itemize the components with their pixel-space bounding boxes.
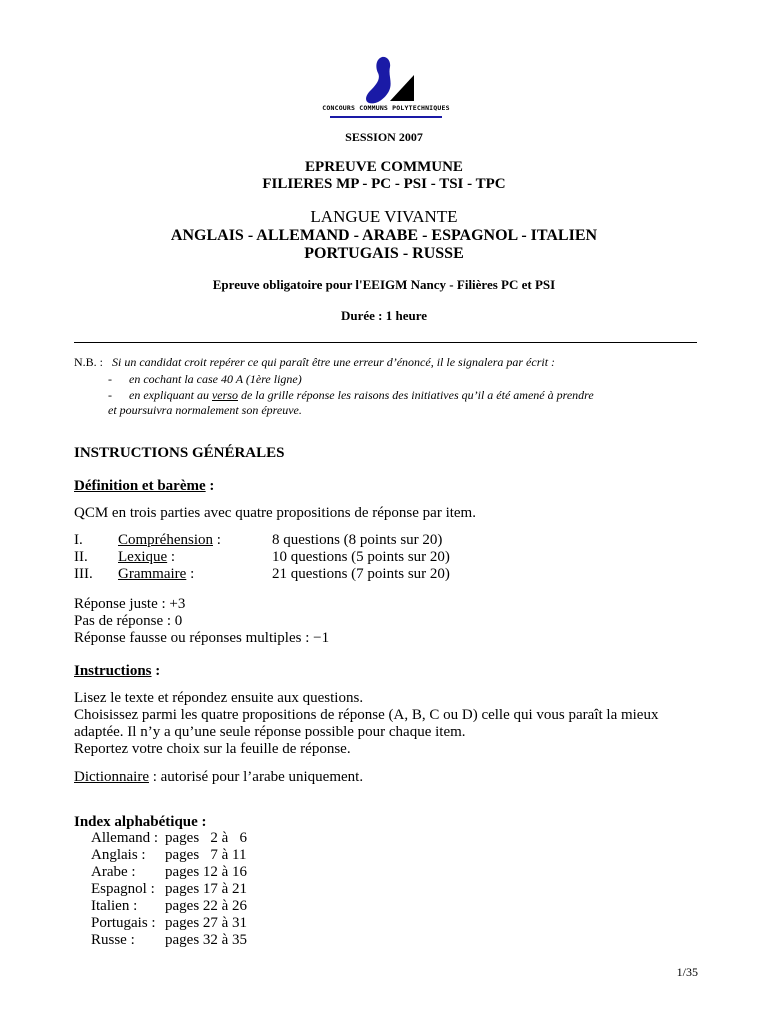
part-row (74, 566, 450, 583)
instructions-heading: INSTRUCTIONS GÉNÉRALES (74, 445, 285, 461)
part-detail: 21 questions (7 points sur 20) (272, 566, 450, 582)
logo-underline (330, 116, 442, 118)
index-pages: pages 7 à 11 (165, 847, 247, 863)
part-name-cell (118, 549, 272, 566)
nb-item-2-post: de la grille réponse les raisons des initiatives qu’il a été amené à prendre (237, 388, 594, 402)
instruction-line: Choisissez parmi les quatre propositions de réponse (A, B, C ou D) celle qui vous paraît la mieux (74, 707, 659, 723)
logo-black-triangle (390, 75, 414, 101)
part-name: Lexique (118, 549, 168, 565)
part-name: Compréhension (118, 532, 213, 548)
qcm-description: QCM en trois parties avec quatre propositions de réponse par item. (74, 505, 476, 521)
nb-item-2-continuation: et poursuivra normalement son épreuve. (108, 403, 302, 417)
nb-dash-2: - (108, 388, 112, 402)
index-language: Italien : (91, 898, 138, 914)
instruction-line: Reportez votre choix sur la feuille de réponse. (74, 741, 351, 757)
index-entry (91, 932, 247, 949)
index-language: Allemand : (91, 830, 159, 846)
index-pages: pages 17 à 21 (165, 881, 248, 897)
index-list (91, 830, 247, 949)
obligatoire-line: Epreuve obligatoire pour l'EEIGM Nancy - Filières PC et PSI (212, 277, 556, 292)
langue-title: LANGUE VIVANTE (310, 207, 458, 226)
part-name-cell (118, 566, 272, 583)
nb-item-1-text: en cochant la case 40 A (1ère ligne) (129, 372, 302, 386)
nb-dash-1: - (108, 372, 112, 386)
part-detail: 10 questions (5 points sur 20) (272, 549, 450, 565)
separator-line (74, 342, 697, 343)
definition-title: Définition et barème (74, 478, 206, 494)
filieres-title: FILIERES MP - PC - PSI - TSI - TPC (262, 176, 506, 192)
index-entry (91, 864, 247, 881)
index-language: Russe : (91, 932, 135, 948)
index-language: Arabe : (91, 864, 136, 880)
dictionnaire-title: Dictionnaire (74, 769, 149, 785)
dictionnaire-text: : autorisé pour l’arabe uniquement. (148, 769, 364, 785)
part-number: I. (74, 532, 83, 548)
nb-line (74, 355, 555, 370)
index-pages: pages 2 à 6 (165, 830, 248, 846)
index-entry (91, 898, 247, 915)
logo-blue-shape (366, 57, 391, 104)
instructions-subheading (74, 663, 160, 680)
index-pages: pages 32 à 35 (165, 932, 248, 948)
langues-line-2: PORTUGAIS - RUSSE (304, 245, 464, 262)
index-entry (91, 881, 247, 898)
instructions-colon: : (151, 663, 161, 679)
part-number: II. (74, 549, 88, 565)
logo-caption: CONCOURS COMMUNS POLYTECHNIQUES (322, 104, 450, 112)
part-separator: : (167, 549, 176, 565)
nb-item-1 (108, 372, 302, 387)
scoring-line: Réponse fausse ou réponses multiples : −1 (74, 630, 330, 646)
index-entry (91, 915, 247, 932)
dictionnaire-line (74, 769, 363, 786)
langues-line-1: ANGLAIS - ALLEMAND - ARABE - ESPAGNOL - ITALIEN (170, 227, 598, 244)
part-row (74, 532, 450, 549)
duree-line: Durée : 1 heure (340, 308, 428, 323)
nb-text: Si un candidat croit repérer ce qui paraît être une erreur d’énoncé, il le signalera par écrit : (112, 355, 556, 369)
instruction-line: Lisez le texte et répondez ensuite aux questions. (74, 690, 364, 706)
scoring-line: Pas de réponse : 0 (74, 613, 183, 629)
session-label: SESSION 2007 (345, 130, 423, 144)
nb-item-2 (108, 388, 594, 403)
part-detail: 8 questions (8 points sur 20) (272, 532, 443, 548)
index-language: Portugais : (91, 915, 156, 931)
instructions-text (74, 690, 658, 758)
index-entry (91, 847, 247, 864)
nb-item-2-text (129, 388, 594, 402)
scoring-line: Réponse juste : +3 (74, 596, 186, 612)
part-row (74, 549, 450, 566)
index-language: Espagnol : (91, 881, 155, 897)
definition-heading (74, 478, 214, 495)
index-title: Index alphabétique : (74, 814, 207, 830)
part-separator: : (213, 532, 221, 548)
part-separator: : (186, 566, 195, 582)
instruction-line: adaptée. Il n’y a qu’une seule réponse possible pour chaque item. (74, 724, 466, 740)
index-pages: pages 27 à 31 (165, 915, 248, 931)
page-number: 1/35 (676, 965, 698, 979)
part-name-cell (118, 532, 272, 549)
index-entry (91, 830, 247, 847)
index-pages: pages 22 à 26 (165, 898, 248, 914)
definition-colon: : (205, 478, 215, 494)
part-name: Grammaire (118, 566, 187, 582)
index-pages: pages 12 à 16 (165, 864, 248, 880)
nb-prefix: N.B. : (74, 355, 104, 369)
parts-list (74, 532, 450, 583)
epreuve-title: EPREUVE COMMUNE (305, 159, 463, 175)
scoring-list (74, 596, 329, 647)
part-number: III. (74, 566, 93, 582)
instructions-subtitle: Instructions (74, 663, 152, 679)
index-language: Anglais : (91, 847, 146, 863)
nb-item-2-verso: verso (211, 388, 238, 402)
nb-item-2-pre: en expliquant au (129, 388, 212, 402)
